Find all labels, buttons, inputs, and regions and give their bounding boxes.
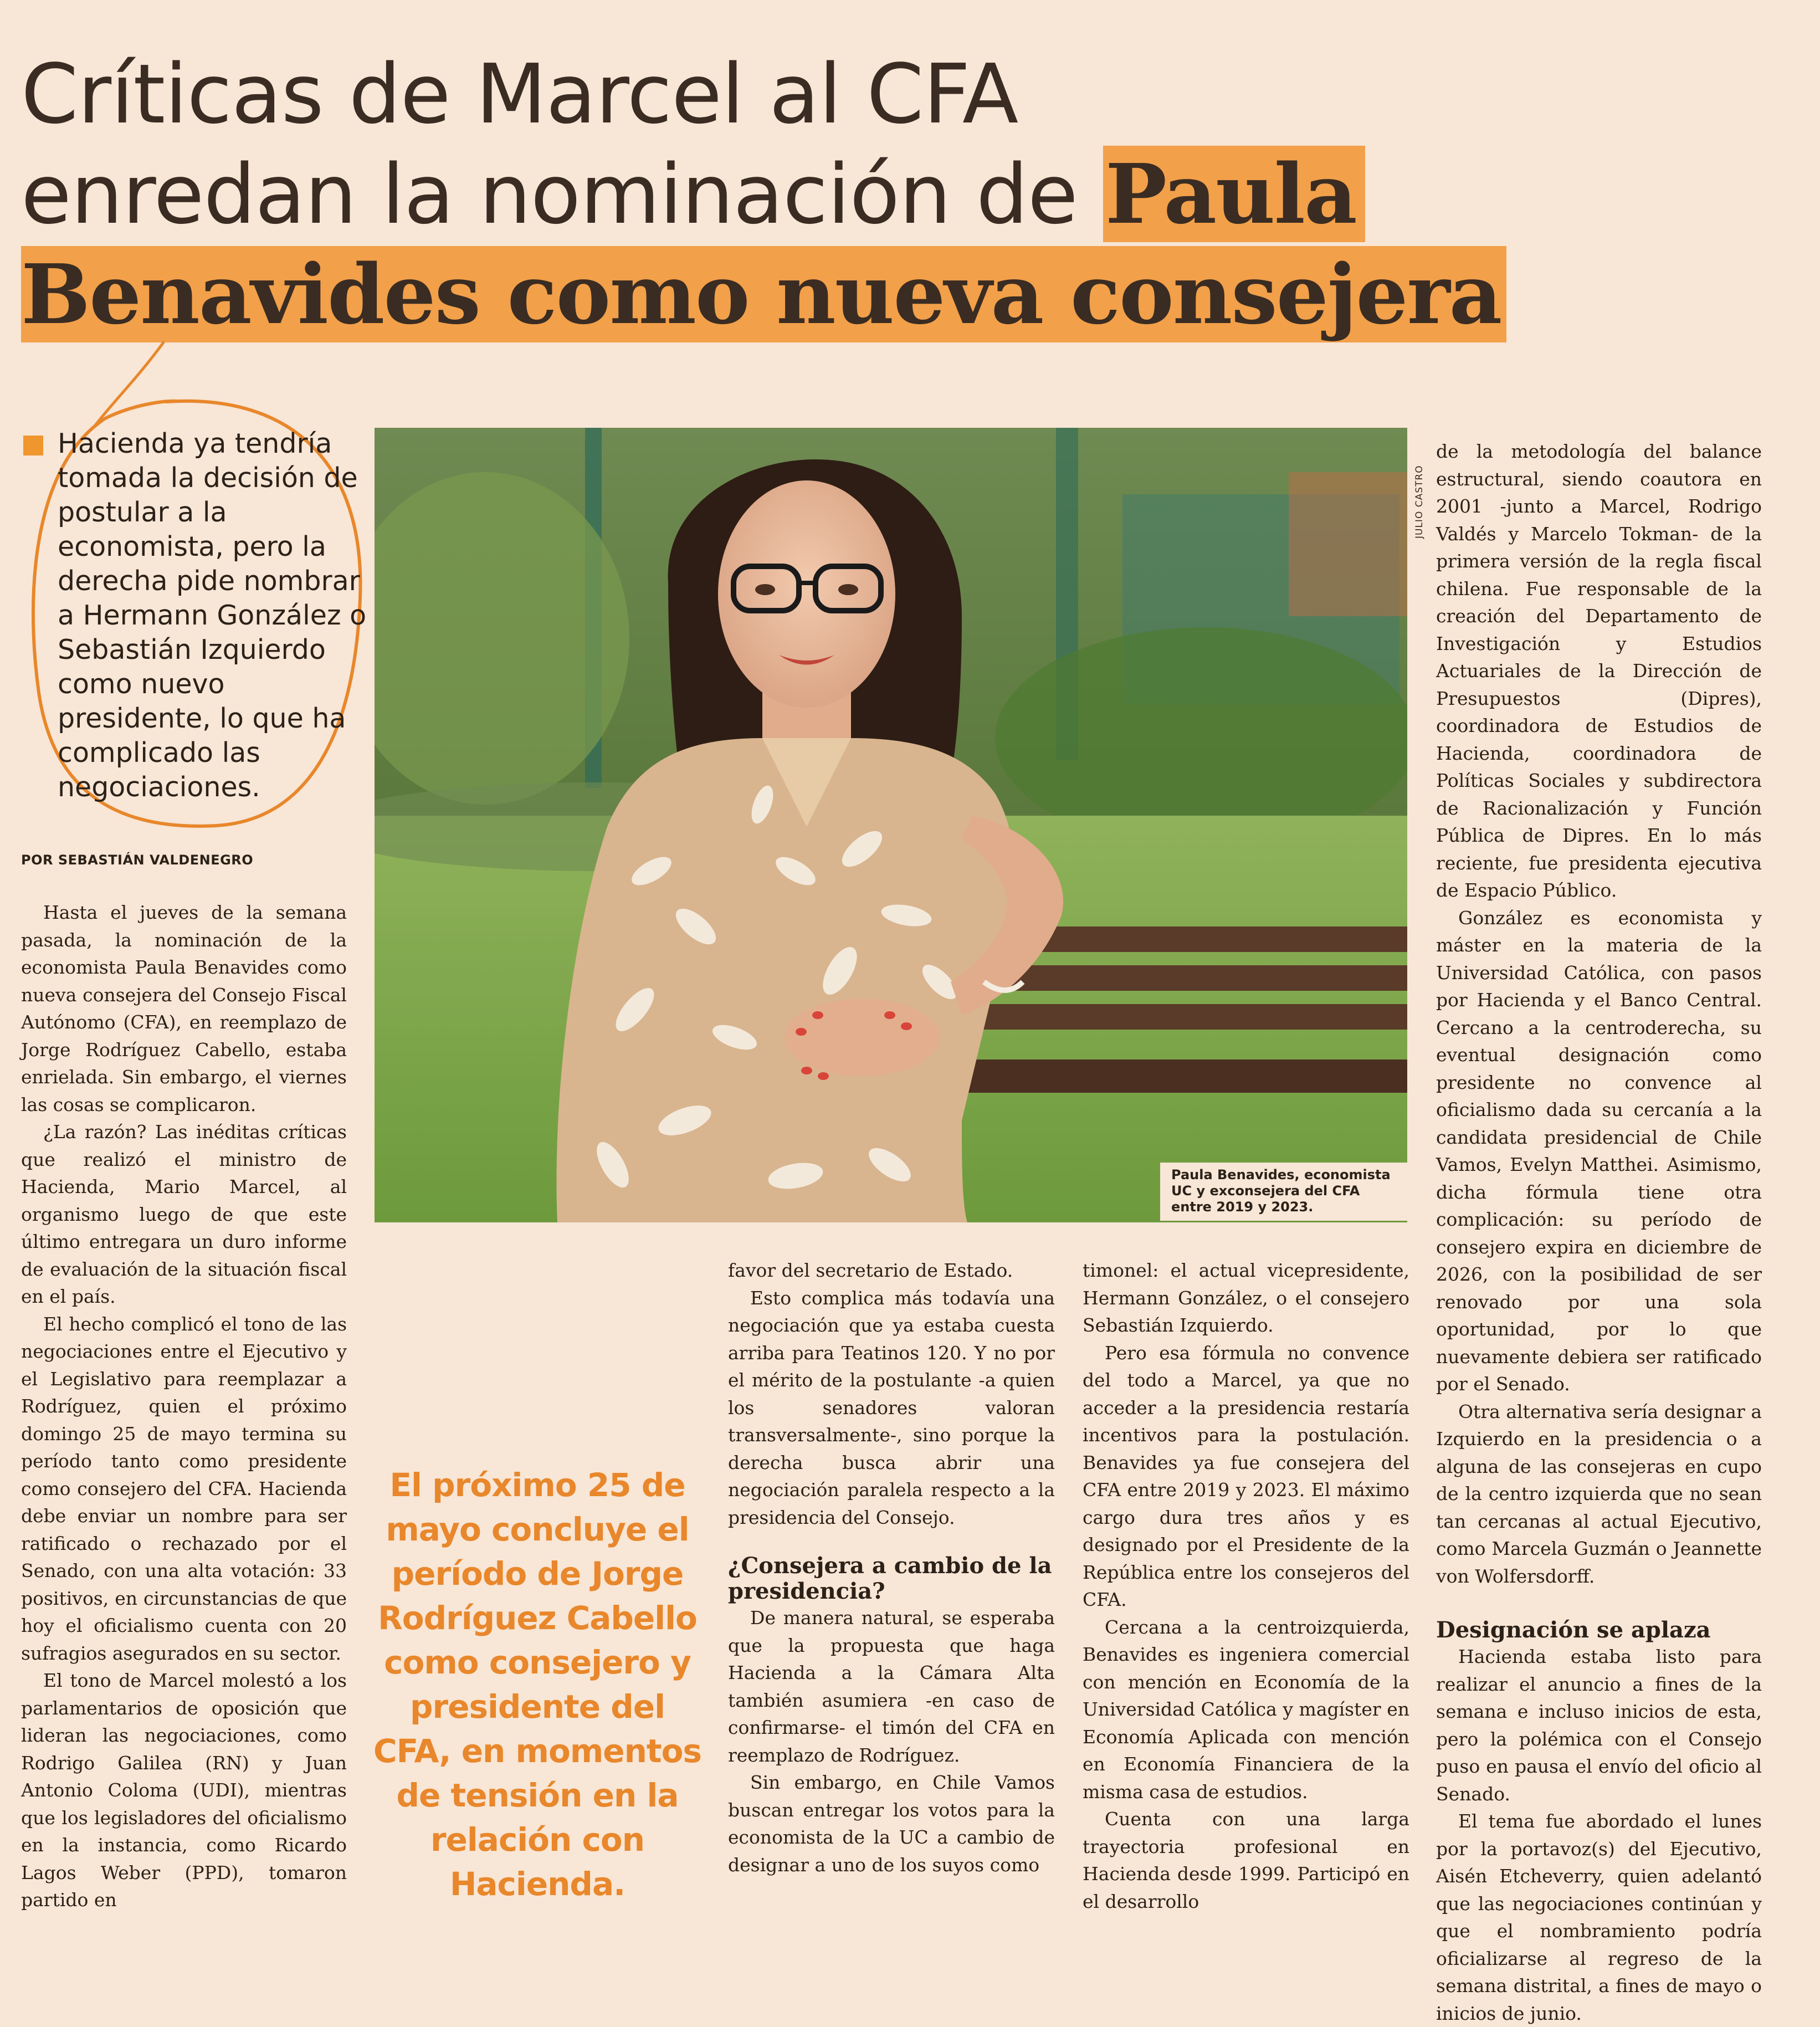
article-summary: Hacienda ya tendría tomada la decisión de postular a la economista, pero la derecha pide nombrar a Hermann González o Sebastián Izquierdo como nuevo presidente, lo que ha complicado las negociaciones. — [58, 428, 367, 803]
paragraph: El tema fue abordado el lunes por la portavoz(s) del Ejecutivo, Aisén Etcheverry, quien adelantó que las negociaciones continúan y que el nombramiento podría oficializarse al regreso de la semana distrital, a fines de mayo o inicios de junio. — [1436, 1810, 1762, 2024]
article-column-3 — [1083, 1257, 1409, 1915]
paragraph: Sin embargo, en Chile Vamos buscan entregar los votos para la economista de la UC a cambio de designar a uno de los suyos como — [728, 1772, 1055, 1876]
photo-caption: Paula Benavides, economista UC y exconsejera del CFA entre 2019 y 2023. — [1160, 1163, 1409, 1221]
paragraph: Hacienda estaba listo para realizar el anuncio a fines de la semana e incluso inicios de esta, pero la polémica con el Consejo puso en pausa el envío del oficio al Senado. — [1436, 1646, 1762, 1805]
article-column-1 — [21, 899, 347, 1914]
paragraph: El hecho complicó el tono de las negociaciones entre el Ejecutivo y el Legislativo para reemplazar a Rodríguez, quien el próximo domingo 25 de mayo termina su período tanto como presidente como consejero del CFA. Hacienda debe enviar un nombre para ser ratificado o rechazado por el Senado, con una alta votación: 33 positivos, en circunstancias de que hoy el oficialismo cuenta con 20 sufragios asegurados en su sector. — [21, 1313, 347, 1664]
headline-highlight-name: Paula — [1103, 146, 1365, 242]
article-photo — [375, 428, 1407, 1222]
article-column-4 — [1436, 438, 1762, 2027]
paragraph: ¿La razón? Las inéditas críticas que realizó el ministro de Hacienda, Mario Marcel, al organismo luego de que este último entregara un duro informe de evaluación de la situación fiscal en el país. — [21, 1121, 347, 1307]
paragraph: Pero esa fórmula no convence del todo a Marcel, ya que no acceder a la presidencia restaría incentivos para la postulación. Benavides ya fue consejera del CFA entre 2019 y 2023. El máximo cargo dura tres años y es designado por el Presidente de la República entre los consejeros del CFA. — [1083, 1342, 1409, 1610]
paragraph: Cercana a la centroizquierda, Benavides es ingeniera comercial con mención en Economía de la Universidad Católica y magíster en Economía Aplicada con mención en Economía Financiera de la misma casa de estudios. — [1083, 1616, 1409, 1803]
headline-line-2-plain: enredan la nominación de — [21, 147, 1103, 242]
section-heading: Designación se aplaza — [1436, 1617, 1711, 1643]
headline-line-2 — [21, 144, 1462, 244]
paragraph: El tono de Marcel molestó a los parlamentarios de oposición que lideran las negociaciones, como Rodrigo Galilea (RN) y Juan Antonio Coloma (UDI), mientras que los legisladores del oficialismo en la instancia, como Ricardo Lagos Weber (PPD), tomaron partido en — [21, 1670, 347, 1911]
paragraph: Cuenta con una larga trayectoria profesional en Hacienda desde 1999. Participó en el desarrollo — [1083, 1808, 1409, 1912]
headline-highlight-line-3: Benavides como nueva consejera — [21, 246, 1506, 342]
headline-line-1: Críticas de Marcel al CFA — [21, 47, 1018, 142]
pull-quote: El próximo 25 de mayo concluye el período de Jorge Rodríguez Cabello como consejero y presidente del CFA, en momentos de tensión en la relación con Hacienda. — [373, 1466, 701, 1903]
summary-bullet-icon — [23, 436, 43, 455]
paragraph: de la metodología del balance estructural, siendo coautora en 2001 -junto a Marcel, Rodrigo Valdés y Marcelo Tokman- de la primera versión de la regla fiscal chilena. Fue responsable de la creación del Departamento de Investigación y Estudios Actuariales de la Dirección de Presupuestos (Dipres), coordinadora de Estudios de Hacienda, coordinadora de Políticas Sociales y subdirectora de Racionalización y Función Pública de Dipres. En lo más reciente, fue presidenta ejecutiva de Espacio Público. — [1436, 441, 1762, 901]
paragraph: Otra alternativa sería designar a Izquierdo en la presidencia o a alguna de las consejeras en cupo de la centro izquierda que no sean tan cercanas al actual Ejecutivo, como Marcela Guzmán o Jeannette von Wolfersdorff. — [1436, 1400, 1762, 1587]
headline-line-3 — [21, 244, 1501, 344]
paragraph: Hasta el jueves de la semana pasada, la nominación de la economista Paula Benavides como nueva consejera del Consejo Fiscal Autónomo (CFA), en reemplazo de Jorge Rodríguez Cabello, estaba enrielada. Sin embargo, el viernes las cosas se complicaron. — [21, 902, 347, 1115]
paragraph: De manera natural, se esperaba que la propuesta que haga Hacienda a la Cámara Alta también asumiera -en caso de confirmarse- el timón del CFA en reemplazo de Rodríguez. — [728, 1607, 1055, 1766]
paragraph: timonel: el actual vicepresidente, Hermann González, o el consejero Sebastián Izquierdo. — [1083, 1260, 1409, 1336]
headline — [21, 44, 1501, 344]
paragraph: Esto complica más todavía una negociación que ya estaba cuesta arriba para Teatinos 120. Y no por el mérito de la postulante -a quien los senadores valoran transversalmente-, sino porque la derecha busca abrir una negociación paralela respecto a la presidencia del Consejo. — [728, 1287, 1055, 1528]
photo-credit: JULIO CASTRO — [1414, 465, 1425, 539]
paragraph: favor del secretario de Estado. — [728, 1260, 1013, 1281]
paragraph: González es economista y máster en la materia de la Universidad Católica, con pasos por Hacienda y el Banco Central. Cercano a la centroderecha, su eventual designación como presidente no convence al oficialismo dada su cercanía a la candidata presidencial de Chile Vamos, Evelyn Matthei. Asimismo, dicha fórmula tiene otra complicación: su período de consejero expira en diciembre de 2026, con la posibilidad de ser renovado por una sola oportunidad, por lo que nuevamente debiera ser ratificado por el Senado. — [1436, 907, 1762, 1395]
byline: POR SEBASTIÁN VALDENEGRO — [21, 852, 254, 868]
photo-illustration — [375, 428, 1407, 1222]
section-heading: ¿Consejera a cambio de la presidencia? — [728, 1553, 1052, 1604]
article-column-2 — [728, 1257, 1055, 1878]
